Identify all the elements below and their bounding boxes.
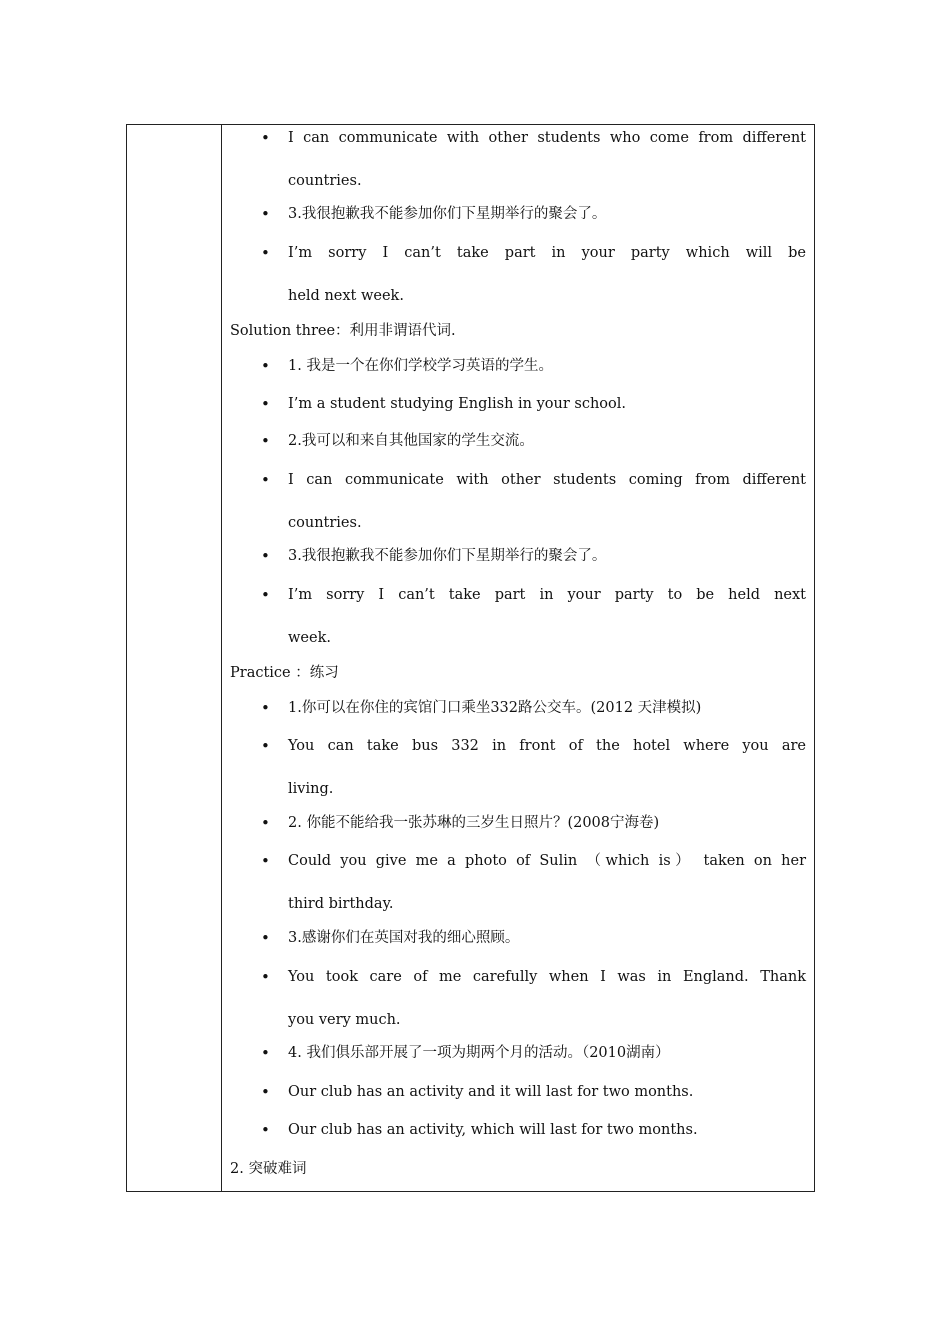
bullet-marker: • (261, 586, 270, 604)
sentence-continuation: countries. (288, 173, 362, 189)
chinese-sentence: 3.我很抱歉我不能参加你们下星期举行的聚会了。 (288, 206, 607, 222)
chinese-sentence: 3.感谢你们在英国对我的细心照顾。 (288, 930, 520, 946)
bullet-marker: • (261, 929, 270, 947)
table-left-column (127, 125, 222, 1191)
bullet-marker: • (261, 699, 270, 717)
bullet-marker: • (261, 432, 270, 450)
bullet-marker: • (261, 1083, 270, 1101)
sentence-continuation: week. (288, 630, 331, 646)
english-sentence: Could you give me a photo of Sulin （which is） taken on her (288, 853, 806, 869)
english-sentence: I can communicate with other students coming from different (288, 472, 806, 488)
english-sentence: I can communicate with other students who come from different (288, 130, 806, 146)
section-heading: Solution three：利用非谓语代词. (230, 323, 456, 339)
bullet-marker: • (261, 968, 270, 986)
chinese-sentence: 1.你可以在你住的宾馆门口乘坐332路公交车。(2012 天津模拟) (288, 700, 702, 716)
sentence-continuation: countries. (288, 515, 362, 531)
table-right-column (223, 125, 814, 1191)
english-sentence: I’m sorry I can’t take part in your party to be held next (288, 587, 806, 603)
bullet-marker: • (261, 1044, 270, 1062)
bullet-marker: • (261, 357, 270, 375)
bullet-marker: • (261, 244, 270, 262)
english-sentence: Our club has an activity and it will last for two months. (288, 1084, 694, 1100)
english-sentence: You took care of me carefully when I was in England. Thank (288, 969, 806, 985)
english-sentence: Our club has an activity, which will last for two months. (288, 1122, 698, 1138)
chinese-sentence: 1. 我是一个在你们学校学习英语的学生。 (288, 358, 553, 374)
english-sentence: You can take bus 332 in front of the hotel where you are (288, 738, 806, 754)
bullet-marker: • (261, 852, 270, 870)
chinese-sentence: 4. 我们俱乐部开展了一项为期两个月的活动。（2010湖南） (288, 1045, 670, 1061)
bullet-marker: • (261, 1121, 270, 1139)
bullet-marker: • (261, 814, 270, 832)
english-sentence: I’m a student studying English in your school. (288, 396, 627, 412)
chinese-sentence: 2.我可以和来自其他国家的学生交流。 (288, 433, 534, 449)
sentence-continuation: held next week. (288, 288, 404, 304)
bullet-marker: • (261, 737, 270, 755)
chinese-sentence: 2. 你能不能给我一张苏琳的三岁生日照片？(2008宁海卷) (288, 815, 660, 831)
bullet-marker: • (261, 205, 270, 223)
sentence-continuation: living. (288, 781, 334, 797)
sentence-continuation: third birthday. (288, 896, 394, 912)
english-sentence: I’m sorry I can’t take part in your party which will be (288, 245, 806, 261)
sentence-continuation: you very much. (288, 1012, 401, 1028)
document-table (126, 124, 815, 1192)
section-heading: 2. 突破难词 (230, 1161, 307, 1177)
bullet-marker: • (261, 547, 270, 565)
section-heading: Practice ：练习 (230, 665, 339, 681)
bullet-marker: • (261, 129, 270, 147)
bullet-marker: • (261, 471, 270, 489)
bullet-marker: • (261, 395, 270, 413)
chinese-sentence: 3.我很抱歉我不能参加你们下星期举行的聚会了。 (288, 548, 607, 564)
